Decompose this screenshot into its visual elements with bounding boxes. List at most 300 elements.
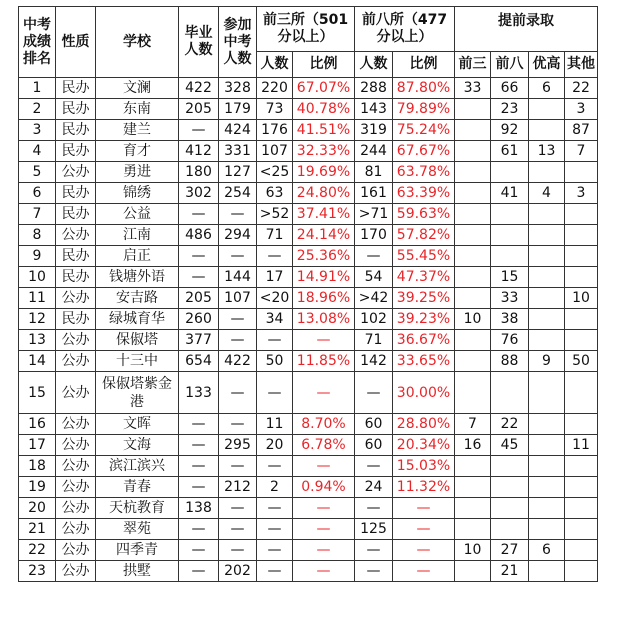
- cell-top3-count: >52: [257, 204, 293, 225]
- cell-top3-ratio: 41.51%: [293, 120, 355, 141]
- cell-school: 勇进: [96, 162, 179, 183]
- cell-top3-count: 50: [257, 351, 293, 372]
- table-row: [19, 351, 598, 372]
- cell-early-other: [565, 162, 598, 183]
- cell-top3-ratio: 8.70%: [293, 414, 355, 435]
- cell-top8-ratio: 39.25%: [393, 288, 455, 309]
- cell-top3-ratio: 40.78%: [293, 99, 355, 120]
- cell-type: 民办: [56, 204, 96, 225]
- cell-top3-count: 17: [257, 267, 293, 288]
- cell-rank: 4: [19, 141, 56, 162]
- cell-top3-ratio: 67.07%: [293, 78, 355, 99]
- cell-top8-ratio: 20.34%: [393, 435, 455, 456]
- cell-grads: —: [179, 120, 219, 141]
- cell-type: 公办: [56, 477, 96, 498]
- cell-top8-ratio: 47.37%: [393, 267, 455, 288]
- cell-school: 文晖: [96, 414, 179, 435]
- cell-school: 文澜: [96, 78, 179, 99]
- cell-early-other: [565, 246, 598, 267]
- cell-top3-count: <20: [257, 288, 293, 309]
- cell-school: 保俶塔紫金港: [96, 372, 179, 414]
- cell-rank: 3: [19, 120, 56, 141]
- cell-type: 民办: [56, 120, 96, 141]
- cell-early-gifted: 4: [529, 183, 565, 204]
- cell-early-top8: [491, 162, 529, 183]
- cell-top8-count: 71: [355, 330, 393, 351]
- cell-top3-count: 20: [257, 435, 293, 456]
- cell-top3-count: —: [257, 519, 293, 540]
- header-top8-count: 人数: [355, 52, 393, 78]
- cell-early-gifted: [529, 99, 565, 120]
- cell-school: 东南: [96, 99, 179, 120]
- cell-rank: 8: [19, 225, 56, 246]
- cell-early-top3: [455, 519, 491, 540]
- cell-early-top8: 15: [491, 267, 529, 288]
- cell-early-other: 11: [565, 435, 598, 456]
- cell-type: 公办: [56, 498, 96, 519]
- cell-top3-ratio: 24.80%: [293, 183, 355, 204]
- cell-type: 公办: [56, 561, 96, 582]
- cell-grads: 302: [179, 183, 219, 204]
- cell-early-other: [565, 498, 598, 519]
- cell-early-top8: 27: [491, 540, 529, 561]
- cell-early-other: [565, 309, 598, 330]
- cell-early-top8: 88: [491, 351, 529, 372]
- cell-early-gifted: [529, 225, 565, 246]
- cell-school: 育才: [96, 141, 179, 162]
- cell-top8-count: 244: [355, 141, 393, 162]
- cell-school: 锦绣: [96, 183, 179, 204]
- cell-early-top8: 41: [491, 183, 529, 204]
- cell-top3-ratio: —: [293, 456, 355, 477]
- cell-top8-ratio: 59.63%: [393, 204, 455, 225]
- table-header: [19, 7, 598, 78]
- cell-top8-ratio: 67.67%: [393, 141, 455, 162]
- cell-rank: 16: [19, 414, 56, 435]
- cell-top8-ratio: 75.24%: [393, 120, 455, 141]
- cell-early-gifted: [529, 246, 565, 267]
- cell-school: 天杭教育: [96, 498, 179, 519]
- cell-school: 保俶塔: [96, 330, 179, 351]
- cell-early-top8: 61: [491, 141, 529, 162]
- cell-grads: 260: [179, 309, 219, 330]
- cell-takers: —: [219, 540, 257, 561]
- cell-rank: 1: [19, 78, 56, 99]
- cell-top3-ratio: 19.69%: [293, 162, 355, 183]
- cell-early-top3: [455, 204, 491, 225]
- cell-takers: 331: [219, 141, 257, 162]
- cell-takers: —: [219, 246, 257, 267]
- header-early: 提前录取: [455, 7, 598, 52]
- cell-school: 安吉路: [96, 288, 179, 309]
- cell-school: 钱塘外语: [96, 267, 179, 288]
- cell-rank: 9: [19, 246, 56, 267]
- cell-early-top3: 10: [455, 540, 491, 561]
- cell-takers: —: [219, 414, 257, 435]
- table-row: [19, 183, 598, 204]
- cell-grads: —: [179, 456, 219, 477]
- cell-top8-count: —: [355, 498, 393, 519]
- cell-top3-ratio: —: [293, 330, 355, 351]
- cell-top3-count: 63: [257, 183, 293, 204]
- cell-top8-count: >42: [355, 288, 393, 309]
- cell-rank: 15: [19, 372, 56, 414]
- cell-top8-ratio: 55.45%: [393, 246, 455, 267]
- cell-top8-count: 143: [355, 99, 393, 120]
- cell-top3-ratio: 11.85%: [293, 351, 355, 372]
- cell-top3-count: —: [257, 498, 293, 519]
- cell-top3-ratio: 24.14%: [293, 225, 355, 246]
- cell-top3-ratio: 25.36%: [293, 246, 355, 267]
- cell-takers: 422: [219, 351, 257, 372]
- cell-top8-ratio: 39.23%: [393, 309, 455, 330]
- cell-early-top3: [455, 372, 491, 414]
- cell-rank: 21: [19, 519, 56, 540]
- cell-early-other: [565, 540, 598, 561]
- header-top8: 前八所（477分以上）: [355, 7, 455, 52]
- table-row: [19, 477, 598, 498]
- cell-early-top8: 21: [491, 561, 529, 582]
- cell-type: 公办: [56, 519, 96, 540]
- cell-rank: 10: [19, 267, 56, 288]
- cell-rank: 20: [19, 498, 56, 519]
- cell-early-gifted: [529, 120, 565, 141]
- cell-top3-ratio: 18.96%: [293, 288, 355, 309]
- cell-takers: —: [219, 330, 257, 351]
- table-row: [19, 162, 598, 183]
- cell-top3-ratio: —: [293, 519, 355, 540]
- cell-grads: —: [179, 246, 219, 267]
- header-takers: 参加中考人数: [219, 7, 257, 78]
- cell-type: 公办: [56, 288, 96, 309]
- cell-early-other: [565, 519, 598, 540]
- cell-takers: 295: [219, 435, 257, 456]
- cell-early-other: [565, 204, 598, 225]
- cell-rank: 5: [19, 162, 56, 183]
- cell-early-gifted: [529, 456, 565, 477]
- cell-rank: 2: [19, 99, 56, 120]
- cell-school: 拱墅: [96, 561, 179, 582]
- cell-school: 文海: [96, 435, 179, 456]
- cell-grads: 654: [179, 351, 219, 372]
- cell-early-other: [565, 225, 598, 246]
- cell-top8-count: 102: [355, 309, 393, 330]
- table-row: [19, 372, 598, 414]
- cell-early-other: [565, 372, 598, 414]
- cell-top8-ratio: 63.39%: [393, 183, 455, 204]
- table-row: [19, 414, 598, 435]
- cell-early-gifted: [529, 309, 565, 330]
- cell-early-other: [565, 330, 598, 351]
- cell-grads: —: [179, 477, 219, 498]
- cell-grads: 486: [179, 225, 219, 246]
- cell-early-top8: [491, 204, 529, 225]
- cell-early-gifted: [529, 561, 565, 582]
- cell-rank: 6: [19, 183, 56, 204]
- cell-type: 民办: [56, 246, 96, 267]
- cell-top3-count: 71: [257, 225, 293, 246]
- cell-type: 公办: [56, 351, 96, 372]
- cell-rank: 23: [19, 561, 56, 582]
- cell-early-other: [565, 477, 598, 498]
- cell-early-gifted: [529, 435, 565, 456]
- table-row: [19, 78, 598, 99]
- cell-early-other: 7: [565, 141, 598, 162]
- cell-takers: —: [219, 456, 257, 477]
- cell-top8-count: >71: [355, 204, 393, 225]
- header-school: 学校: [96, 7, 179, 78]
- cell-early-gifted: 9: [529, 351, 565, 372]
- cell-early-top8: 45: [491, 435, 529, 456]
- cell-top3-count: 107: [257, 141, 293, 162]
- cell-top8-count: —: [355, 372, 393, 414]
- cell-early-top3: [455, 162, 491, 183]
- cell-early-top8: [491, 498, 529, 519]
- cell-top8-count: 142: [355, 351, 393, 372]
- cell-grads: —: [179, 561, 219, 582]
- cell-grads: —: [179, 204, 219, 225]
- cell-top8-ratio: —: [393, 498, 455, 519]
- cell-top8-count: 24: [355, 477, 393, 498]
- cell-early-other: 50: [565, 351, 598, 372]
- table-row: [19, 246, 598, 267]
- cell-takers: —: [219, 204, 257, 225]
- cell-type: 公办: [56, 414, 96, 435]
- cell-early-top3: [455, 120, 491, 141]
- cell-early-other: [565, 414, 598, 435]
- cell-top8-ratio: 30.00%: [393, 372, 455, 414]
- cell-top8-count: 60: [355, 435, 393, 456]
- cell-grads: 180: [179, 162, 219, 183]
- cell-type: 民办: [56, 141, 96, 162]
- cell-school: 公益: [96, 204, 179, 225]
- table-row: [19, 204, 598, 225]
- cell-takers: 179: [219, 99, 257, 120]
- cell-early-top3: [455, 99, 491, 120]
- table-row: [19, 519, 598, 540]
- cell-top8-count: —: [355, 456, 393, 477]
- cell-early-top3: 10: [455, 309, 491, 330]
- cell-early-top8: [491, 372, 529, 414]
- header-grads: 毕业人数: [179, 7, 219, 78]
- cell-top8-count: 319: [355, 120, 393, 141]
- cell-school: 青春: [96, 477, 179, 498]
- cell-early-other: [565, 267, 598, 288]
- admission-table: [18, 6, 598, 582]
- table-container: [18, 6, 598, 582]
- table-row: [19, 309, 598, 330]
- header-early-top3: 前三: [455, 52, 491, 78]
- cell-early-top8: 22: [491, 414, 529, 435]
- cell-top8-count: 170: [355, 225, 393, 246]
- cell-early-top3: [455, 141, 491, 162]
- cell-school: 江南: [96, 225, 179, 246]
- cell-top3-ratio: 0.94%: [293, 477, 355, 498]
- cell-top3-count: —: [257, 330, 293, 351]
- cell-early-other: 87: [565, 120, 598, 141]
- table-row: [19, 540, 598, 561]
- cell-top8-ratio: —: [393, 561, 455, 582]
- header-top3-count: 人数: [257, 52, 293, 78]
- cell-top3-ratio: 6.78%: [293, 435, 355, 456]
- cell-school: 翠苑: [96, 519, 179, 540]
- cell-top3-count: 176: [257, 120, 293, 141]
- cell-early-top8: [491, 519, 529, 540]
- cell-school: 四季青: [96, 540, 179, 561]
- cell-early-gifted: 13: [529, 141, 565, 162]
- cell-takers: 254: [219, 183, 257, 204]
- cell-top3-count: 73: [257, 99, 293, 120]
- cell-top8-count: 288: [355, 78, 393, 99]
- cell-takers: 107: [219, 288, 257, 309]
- cell-rank: 11: [19, 288, 56, 309]
- cell-early-top3: [455, 498, 491, 519]
- cell-rank: 13: [19, 330, 56, 351]
- cell-top3-ratio: —: [293, 498, 355, 519]
- cell-early-top3: [455, 330, 491, 351]
- cell-early-gifted: 6: [529, 78, 565, 99]
- cell-early-other: 3: [565, 99, 598, 120]
- table-row: [19, 330, 598, 351]
- cell-type: 民办: [56, 78, 96, 99]
- header-top3-ratio: 比例: [293, 52, 355, 78]
- cell-type: 公办: [56, 372, 96, 414]
- cell-top3-count: <25: [257, 162, 293, 183]
- cell-early-top8: [491, 246, 529, 267]
- cell-early-gifted: [529, 162, 565, 183]
- cell-top3-count: —: [257, 456, 293, 477]
- cell-top8-count: 54: [355, 267, 393, 288]
- cell-top3-count: —: [257, 246, 293, 267]
- cell-top8-count: —: [355, 561, 393, 582]
- cell-top8-ratio: —: [393, 519, 455, 540]
- cell-school: 绿城育华: [96, 309, 179, 330]
- cell-takers: —: [219, 372, 257, 414]
- cell-grads: 377: [179, 330, 219, 351]
- cell-early-top3: [455, 561, 491, 582]
- cell-early-top8: 33: [491, 288, 529, 309]
- cell-top3-ratio: —: [293, 372, 355, 414]
- table-row: [19, 561, 598, 582]
- cell-early-gifted: [529, 372, 565, 414]
- cell-early-gifted: [529, 288, 565, 309]
- cell-early-gifted: [529, 519, 565, 540]
- cell-top8-count: 81: [355, 162, 393, 183]
- cell-early-top8: [491, 225, 529, 246]
- cell-takers: 294: [219, 225, 257, 246]
- cell-top8-count: 161: [355, 183, 393, 204]
- cell-early-top3: [455, 288, 491, 309]
- table-row: [19, 435, 598, 456]
- cell-school: 滨江滨兴: [96, 456, 179, 477]
- cell-school: 建兰: [96, 120, 179, 141]
- cell-grads: 138: [179, 498, 219, 519]
- cell-early-gifted: [529, 414, 565, 435]
- cell-takers: 424: [219, 120, 257, 141]
- cell-top3-count: —: [257, 540, 293, 561]
- cell-grads: —: [179, 540, 219, 561]
- cell-early-top8: 38: [491, 309, 529, 330]
- cell-grads: 133: [179, 372, 219, 414]
- cell-rank: 17: [19, 435, 56, 456]
- table-row: [19, 288, 598, 309]
- header-top8-ratio: 比例: [393, 52, 455, 78]
- table-row: [19, 99, 598, 120]
- cell-type: 公办: [56, 225, 96, 246]
- cell-early-other: 22: [565, 78, 598, 99]
- cell-rank: 22: [19, 540, 56, 561]
- cell-school: 启正: [96, 246, 179, 267]
- header-early-other: 其他: [565, 52, 598, 78]
- cell-top3-ratio: 13.08%: [293, 309, 355, 330]
- cell-top8-count: 60: [355, 414, 393, 435]
- cell-early-top3: [455, 351, 491, 372]
- cell-early-other: 3: [565, 183, 598, 204]
- cell-top8-ratio: 87.80%: [393, 78, 455, 99]
- cell-early-top8: 92: [491, 120, 529, 141]
- table-row: [19, 498, 598, 519]
- cell-type: 民办: [56, 309, 96, 330]
- cell-top3-ratio: 32.33%: [293, 141, 355, 162]
- cell-rank: 18: [19, 456, 56, 477]
- cell-top8-ratio: 79.89%: [393, 99, 455, 120]
- cell-top8-ratio: 63.78%: [393, 162, 455, 183]
- table-body: [19, 78, 598, 582]
- cell-grads: —: [179, 267, 219, 288]
- cell-takers: 212: [219, 477, 257, 498]
- table-row: [19, 141, 598, 162]
- cell-type: 公办: [56, 162, 96, 183]
- cell-early-top8: 66: [491, 78, 529, 99]
- table-row: [19, 225, 598, 246]
- cell-top8-ratio: 33.65%: [393, 351, 455, 372]
- cell-type: 公办: [56, 435, 96, 456]
- cell-top8-ratio: 28.80%: [393, 414, 455, 435]
- cell-early-gifted: [529, 330, 565, 351]
- cell-takers: 127: [219, 162, 257, 183]
- cell-early-gifted: [529, 498, 565, 519]
- header-rank: 中考成绩排名: [19, 7, 56, 78]
- header-top3: 前三所（501分以上）: [257, 7, 355, 52]
- cell-type: 民办: [56, 183, 96, 204]
- cell-grads: 205: [179, 288, 219, 309]
- cell-top3-ratio: —: [293, 561, 355, 582]
- table-row: [19, 456, 598, 477]
- table-row: [19, 267, 598, 288]
- cell-type: 民办: [56, 267, 96, 288]
- cell-top3-count: 2: [257, 477, 293, 498]
- cell-type: 民办: [56, 99, 96, 120]
- table-row: [19, 120, 598, 141]
- cell-early-top8: 76: [491, 330, 529, 351]
- cell-takers: —: [219, 309, 257, 330]
- cell-early-other: 10: [565, 288, 598, 309]
- cell-takers: 328: [219, 78, 257, 99]
- cell-early-top3: [455, 267, 491, 288]
- cell-early-top3: 7: [455, 414, 491, 435]
- cell-rank: 14: [19, 351, 56, 372]
- cell-grads: 412: [179, 141, 219, 162]
- cell-top8-ratio: 57.82%: [393, 225, 455, 246]
- cell-top3-ratio: 37.41%: [293, 204, 355, 225]
- cell-school: 十三中: [96, 351, 179, 372]
- cell-top8-ratio: 11.32%: [393, 477, 455, 498]
- cell-early-top3: [455, 225, 491, 246]
- cell-early-top3: [455, 477, 491, 498]
- cell-takers: 144: [219, 267, 257, 288]
- cell-top3-count: 11: [257, 414, 293, 435]
- cell-early-top3: 33: [455, 78, 491, 99]
